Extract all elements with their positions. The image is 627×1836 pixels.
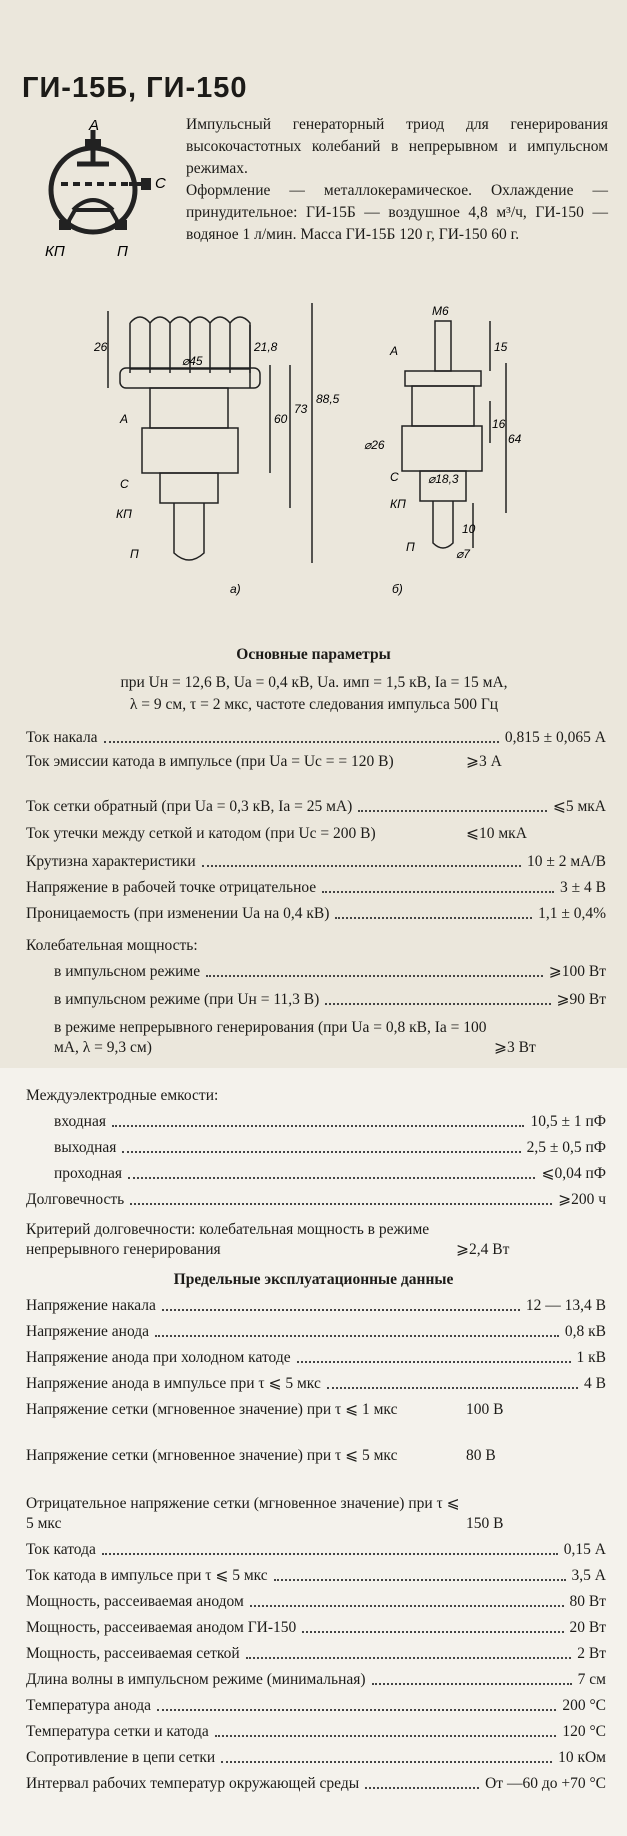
dim-d45: ⌀45 — [182, 354, 203, 368]
dot-leader — [122, 1138, 520, 1153]
caption-a: а) — [230, 582, 241, 596]
limits-row — [26, 1322, 606, 1342]
page-title: ГИ-15Б, ГИ-150 — [22, 72, 248, 104]
dim-88-5: 88,5 — [316, 392, 340, 406]
caption-b: б) — [392, 582, 403, 596]
params-value: 1,1 ± 0,4% — [538, 905, 606, 922]
limits-row — [26, 1774, 606, 1794]
params-label: Ток сетки обратный (при Uа = 0,3 кВ, Iа = 25 мА) — [26, 798, 353, 815]
criterion-value: ⩾2,4 Вт — [456, 1241, 510, 1258]
limits-row — [26, 1348, 606, 1368]
label-a-left: А — [120, 412, 129, 426]
limits-value: 3,5 А — [571, 1567, 606, 1584]
dot-leader — [372, 1670, 572, 1685]
dot-leader — [202, 852, 521, 867]
params-row — [26, 878, 606, 898]
params-label: Напряжение в рабочей точке отрицательное — [26, 879, 317, 896]
symbol-label-a: А — [89, 117, 100, 134]
params-label: Крутизна характеристики — [26, 853, 196, 870]
limits-label: Интервал рабочих температур окружающей среды — [26, 1775, 360, 1792]
power-row — [54, 1018, 606, 1058]
lifetime-row — [26, 1190, 606, 1210]
limits-value: 0,15 А — [563, 1541, 606, 1558]
params-value: 3 ± 4 В — [560, 879, 606, 896]
lifetime-value: ⩾200 ч — [558, 1191, 606, 1208]
params-row — [26, 852, 606, 872]
limits-label: Температура анода — [26, 1697, 152, 1714]
params-label: Ток накала — [26, 729, 98, 746]
main-params-conditions — [24, 672, 604, 716]
symbol-label-kp: КП — [45, 243, 65, 260]
params-value: 10 ± 2 мА/В — [526, 853, 606, 870]
label-p-right: П — [406, 540, 415, 554]
label-a-right: А — [390, 344, 399, 358]
limits-label: Мощность, рассеиваемая сеткой — [26, 1645, 240, 1662]
limits-label: Напряжение сетки (мгновенное значение) при τ ⩽ 5 мкс — [26, 1447, 398, 1464]
params-row — [26, 752, 606, 772]
power-label: в режиме непрерывного генерирования (при Uа = 0,8 кВ, Iа = 100 мА, λ = 9,3 см) — [54, 1019, 487, 1056]
dot-leader — [206, 962, 543, 977]
limits-row — [26, 1296, 606, 1316]
dot-leader — [128, 1164, 535, 1179]
limits-value: 12 — 13,4 В — [525, 1297, 606, 1314]
limits-row — [26, 1566, 606, 1586]
dot-leader — [302, 1618, 563, 1633]
params-value: ⩽5 мкА — [552, 798, 606, 815]
limits-heading: Предельные эксплуатационные данные — [173, 1271, 454, 1288]
limits-value: От —60 до +70 °С — [485, 1775, 606, 1792]
dot-leader — [327, 1374, 578, 1389]
drawing-b — [402, 321, 506, 548]
dim-21-8: 21,8 — [254, 340, 278, 354]
capacitance-heading: Междуэлектродные емкости: — [26, 1087, 219, 1104]
dot-leader — [130, 1190, 552, 1205]
symbol-label-p: П — [117, 243, 128, 260]
dim-d26: ⌀26 — [364, 438, 385, 452]
limits-row — [26, 1722, 606, 1742]
dot-leader — [246, 1644, 572, 1659]
conditions-line-2: λ = 9 см, τ = 2 мкс, частоте следования импульса 500 Гц — [129, 696, 499, 713]
dot-leader — [162, 1296, 520, 1311]
caps-row — [54, 1112, 606, 1132]
caps-label: выходная — [54, 1139, 117, 1156]
limits-value: 1 кВ — [576, 1349, 606, 1366]
dot-leader — [274, 1566, 566, 1581]
dimension-drawing — [90, 303, 520, 603]
dot-leader — [297, 1348, 571, 1363]
dot-leader — [221, 1748, 552, 1763]
limits-label: Напряжение накала — [26, 1297, 156, 1314]
limits-label: Напряжение анода — [26, 1323, 150, 1340]
drawing-a — [108, 303, 312, 563]
dim-16: 16 — [492, 417, 506, 431]
caps-value: ⩽0,04 пФ — [541, 1165, 606, 1182]
label-kp-right: КП — [390, 497, 406, 511]
dot-leader — [102, 1540, 558, 1555]
limits-label: Отрицательное напряжение сетки (мгновенное значение) при τ ⩽ 5 мкс — [26, 1495, 460, 1532]
dot-leader — [335, 904, 532, 919]
dim-73: 73 — [294, 402, 308, 416]
intro-text — [186, 114, 608, 246]
limits-row — [26, 1540, 606, 1560]
limits-label: Температура сетки и катода — [26, 1723, 209, 1740]
power-heading: Колебательная мощность: — [26, 937, 198, 954]
limits-row — [26, 1592, 606, 1612]
limits-row — [26, 1446, 606, 1466]
limits-value: 100 В — [466, 1401, 504, 1418]
dim-60: 60 — [274, 412, 288, 426]
limits-label: Напряжение анода в импульсе при τ ⩽ 5 мкс — [26, 1375, 321, 1392]
dim-64: 64 — [508, 432, 522, 446]
limits-label: Напряжение сетки (мгновенное значение) при τ ⩽ 1 мкс — [26, 1401, 398, 1418]
limits-label: Длина волны в импульсном режиме (минимальная) — [26, 1671, 366, 1688]
params-value: 0,815 ± 0,065 А — [504, 729, 606, 746]
power-value: ⩾3 Вт — [494, 1039, 536, 1056]
limits-label: Напряжение анода при холодном катоде — [26, 1349, 291, 1366]
limits-value: 20 Вт — [569, 1619, 606, 1636]
power-row — [54, 990, 606, 1010]
dot-leader — [157, 1696, 556, 1711]
params-row — [26, 824, 606, 844]
label-c-right: С — [390, 470, 399, 484]
limits-row — [26, 1696, 606, 1716]
params-label: Ток утечки между сеткой и катодом (при Uс = 200 В) — [26, 825, 376, 842]
params-row — [26, 728, 606, 748]
triode-symbol — [45, 117, 175, 270]
power-label: в импульсном режиме (при Uн = 11,3 В) — [54, 991, 320, 1008]
dim-10: 10 — [462, 522, 476, 536]
dot-leader — [155, 1322, 559, 1337]
caps-value: 2,5 ± 0,5 пФ — [526, 1139, 606, 1156]
limits-label: Сопротивление в цепи сетки — [26, 1749, 216, 1766]
limits-row — [26, 1400, 606, 1420]
limits-value: 7 см — [577, 1671, 606, 1688]
limits-value: 0,8 кВ — [564, 1323, 606, 1340]
params-label: Проницаемость (при изменении Uа на 0,4 кВ) — [26, 905, 330, 922]
limits-row — [26, 1748, 606, 1768]
limits-row — [26, 1618, 606, 1638]
limits-value: 200 °С — [562, 1697, 606, 1714]
dot-leader — [104, 728, 499, 743]
dot-leader — [325, 990, 550, 1005]
limits-row — [26, 1494, 606, 1534]
power-value: ⩾100 Вт — [548, 963, 606, 980]
caps-label: проходная — [54, 1165, 123, 1182]
params-value: ⩽10 мкА — [466, 825, 527, 842]
conditions-line-1: при Uн = 12,6 В, Uа = 0,4 кВ, Uа. имп = 1,5 кВ, Iа = 15 мА, — [120, 674, 508, 691]
lifetime-label: Долговечность — [26, 1191, 125, 1208]
params-row — [26, 797, 606, 817]
caps-row — [54, 1138, 606, 1158]
dim-26: 26 — [94, 340, 108, 354]
power-label: в импульсном режиме — [54, 963, 201, 980]
label-p-left: П — [130, 547, 139, 561]
dim-d18: ⌀18,3 — [428, 472, 459, 486]
limits-value: 80 Вт — [569, 1593, 606, 1610]
main-params-heading: Основные параметры — [236, 646, 391, 663]
limits-value: 120 °С — [562, 1723, 606, 1740]
params-value: ⩾3 А — [466, 753, 502, 770]
caps-row — [54, 1164, 606, 1184]
limits-value: 2 Вт — [577, 1645, 606, 1662]
limits-label: Ток катода — [26, 1541, 96, 1558]
limits-label: Ток катода в импульсе при τ ⩽ 5 мкс — [26, 1567, 268, 1584]
symbol-label-c: С — [155, 175, 166, 192]
limits-row — [26, 1670, 606, 1690]
intro-paragraph-1: Импульсный генераторный триод для генерирования высокочастотных колебаний в непрерывном и импульсном режимах. — [186, 116, 608, 177]
dim-15: 15 — [494, 340, 508, 354]
dot-leader — [215, 1722, 557, 1737]
caps-value: 10,5 ± 1 пФ — [530, 1113, 606, 1130]
label-kp-left: КП — [116, 507, 132, 521]
params-label: Ток эмиссии катода в импульсе (при Uа = Uс = = 120 В) — [26, 753, 394, 770]
dot-leader — [358, 797, 547, 812]
criterion-label: Критерий долговечности: колебательная мощность в режиме непрерывного генерирования — [26, 1221, 430, 1258]
intro-paragraph-2: Оформление — металлокерамическое. Охлаждение — принудительное: ГИ-15Б — воздушное 4,8 м³/ч, ГИ-150 — водяное 1 л/мин. Масса ГИ-15Б 120 г, ГИ-150 60 г. — [186, 182, 608, 243]
power-row — [54, 962, 606, 982]
limits-value: 10 кОм — [558, 1749, 606, 1766]
dot-leader — [365, 1774, 479, 1789]
dot-leader — [322, 878, 554, 893]
limits-row — [26, 1374, 606, 1394]
dot-leader — [112, 1112, 524, 1127]
limits-row — [26, 1644, 606, 1664]
dim-d7: ⌀7 — [456, 547, 470, 561]
dot-leader — [250, 1592, 564, 1607]
limits-value: 80 В — [466, 1447, 496, 1464]
limits-value: 150 В — [466, 1515, 504, 1532]
limits-label: Мощность, рассеиваемая анодом — [26, 1593, 244, 1610]
power-value: ⩾90 Вт — [556, 991, 606, 1008]
params-row — [26, 904, 606, 924]
limits-label: Мощность, рассеиваемая анодом ГИ-150 — [26, 1619, 297, 1636]
criterion-row — [26, 1220, 606, 1260]
dim-m6: М6 — [432, 304, 449, 318]
caps-label: входная — [54, 1113, 106, 1130]
label-c-left: С — [120, 477, 129, 491]
limits-value: 4 В — [584, 1375, 606, 1392]
